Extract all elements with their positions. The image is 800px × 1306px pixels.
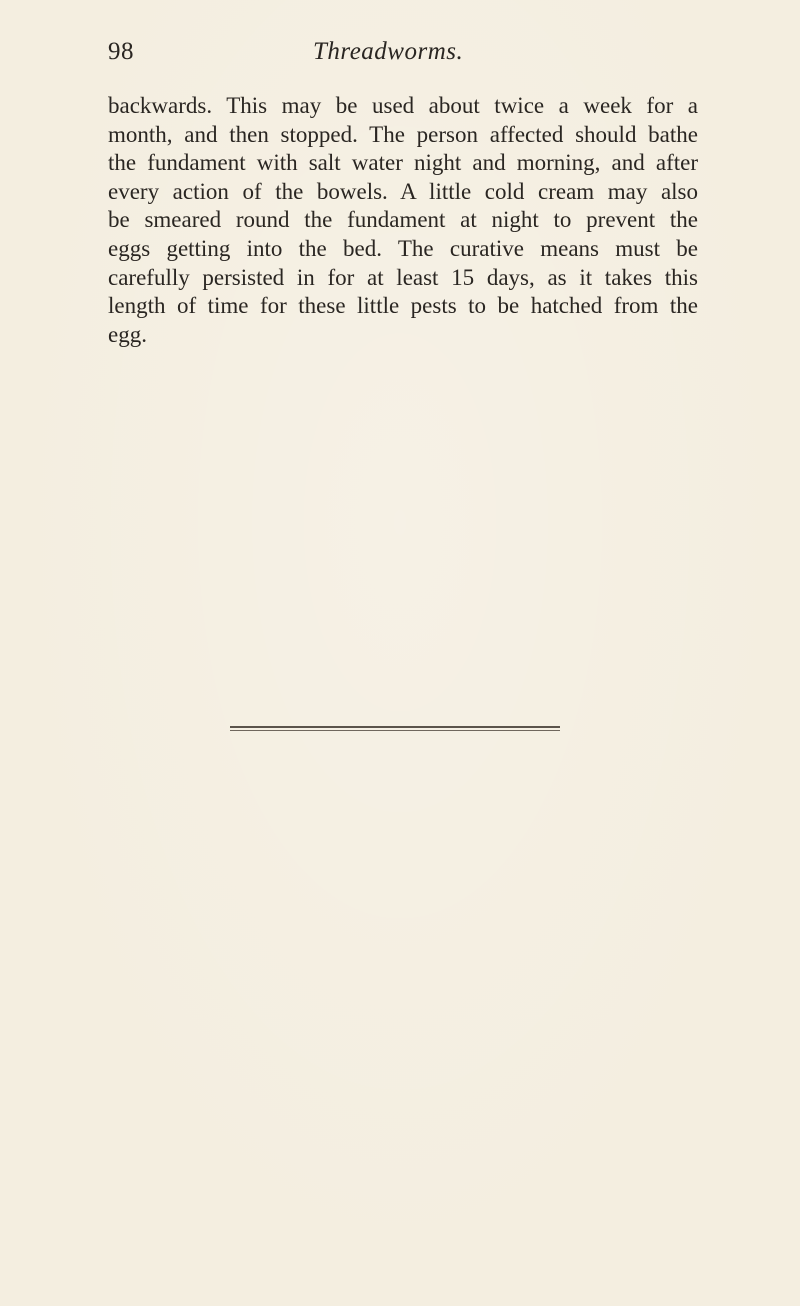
divider-line-thin [230,730,560,731]
text-line: every action of the bowels. A little cold cream may also [108,178,698,204]
page-header [108,38,692,78]
text-line: length of time for these little pests to be hatched from the [108,293,698,319]
text-line: carefully persisted in for at least 15 days, as it takes this [108,264,698,290]
page-number: 98 [108,38,134,65]
text-line: month, and then stopped. The person affected should bathe [108,121,698,147]
divider-line-thick [230,726,560,728]
text-line: be smeared round the fundament at night to prevent the [108,207,698,233]
text-line: eggs getting into the bed. The curative means must be [108,235,698,261]
running-title: Threadworms. [313,38,464,65]
text-line: backwards. This may be used about twice a week for a [108,93,698,118]
text-line: egg. [108,321,147,347]
body-paragraph [108,92,698,349]
text-line: the fundament with salt water night and morning, and after [108,150,698,176]
section-divider-rule [230,726,560,731]
